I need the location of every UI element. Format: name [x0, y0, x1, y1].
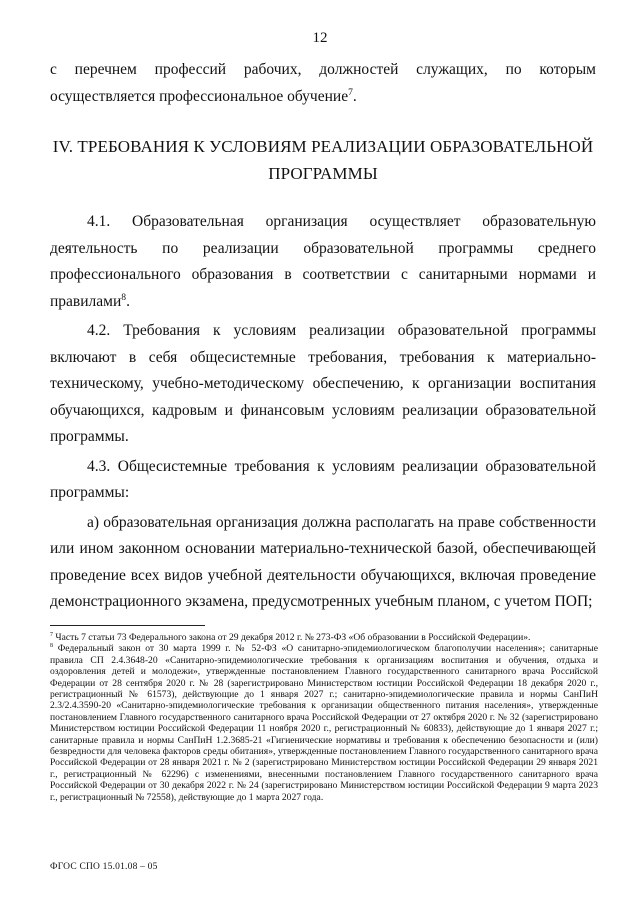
footnote-8-mark: 8 [50, 643, 53, 650]
paragraph-4-1-end: . [126, 292, 130, 310]
section-heading: IV. ТРЕБОВАНИЯ К УСЛОВИЯМ РЕАЛИЗАЦИИ ОБРАЗОВАТЕЛЬНОЙ ПРОГРАММЫ [52, 137, 594, 183]
footnote-ref-7[interactable]: 7 [348, 86, 353, 98]
footnote-7 [50, 632, 598, 643]
paragraph-4-1-text: 4.1. Образовательная организация осуществляет образовательную деятельность по реализации образовательной программы среднего профессионального образования в соответствии с санитарными нормами и правилами [50, 213, 596, 310]
footnote-separator [50, 625, 205, 626]
document-code: ФГОС СПО 15.01.08 – 05 [50, 862, 158, 872]
footnote-8 [50, 643, 598, 803]
continuation-paragraph: с перечнем профессий рабочих, должностей служащих, по которым осуществляется профессиональное обучение$^7$. [50, 61, 596, 105]
footnote-ref-8[interactable]: 8 [121, 291, 127, 303]
section-body [50, 209, 596, 616]
page-number: 12 [312, 30, 328, 46]
paragraph-4-3-a: а) образовательная организация должна располагать на праве собственности или ином законном основании материально-технической базой, обеспечивающей проведение всех видов учебной деятельности обучающихся, включая проведение демонстрационного экзамена, предусмотренных учебным планом, с учетом ПОП; [50, 513, 596, 610]
footnote-8-text: Федеральный закон от 30 марта 1999 г. № 52-ФЗ «О санитарно-эпидемиологическом благополучии населения»; санитарные правила СП 2.4.3648-20 «Санитарно-эпидемиологические требования к организациям воспитания и обучения, отдыха и оздоровления детей и молодежи», утвержденные постановлением Главного государственного санитарного врача Российской Федерации от 28 сентября 2020 г. № 28 (зарегистрировано Министерством юстиции Российской Федерации 18 декабря 2020 г., регистрационный № 61573), действующие до 1 января 2027 г.; санитарно-эпидемиологические правила и нормы СанПиН 2.3/2.4.3590-20 «Санитарно-эпидемиологические требования к организации общественного питания населения», утвержденные постановлением Главного государственного санитарного врача Российской Федерации от 27 октября 2020 г. № 32 (зарегистрировано Министерством юстиции Российской Федерации 11 ноября 2020 г., регистрационный № 60833), действующие до 1 января 2027 г.; санитарные правила и нормы СанПиН 1.2.3685-21 «Гигиенические нормативы и требования к обеспечению безопасности и (или) безвредности для человека факторов среды обитания», утвержденные постановлением Главного государственного санитарного врача Российской Федерации от 28 января 2021 г. № 2 (зарегистрировано Министерством юстиции Российской Федерации 29 января 2021 г., регистрационный № 62296) с изменениями, внесенными постановлением Главного государственного санитарного врача Российской Федерации от 30 декабря 2022 г. № 24 (зарегистрировано Министерством юстиции Российской Федерации 9 марта 2023 г., регистрационный № 72558), действующие до 1 марта 2027 года. [50, 643, 598, 803]
paragraph-4-1 [50, 209, 596, 315]
footnote-7-mark: 7 [50, 631, 53, 638]
paragraph-4-2: 4.2. Требования к условиям реализации образовательной программы включают в себя общесистемные требования, требования к материально-техническому, учебно-методическому обеспечению, к организации воспитания обучающихся, кадровым и финансовым условиям реализации образовательной программы. [50, 322, 596, 445]
continuation-text: с перечнем профессий рабочих, должностей служащих, по которым осуществляется профессиональное обучение [50, 61, 596, 105]
footnote-7-text: Часть 7 статьи 73 Федерального закона от 29 декабря 2012 г. № 273-ФЗ «Об образовании в Российской Федерации». [55, 632, 531, 643]
footnotes [50, 632, 598, 803]
paragraph-4-3: 4.3. Общесистемные требования к условиям реализации образовательной программы: [50, 457, 596, 501]
